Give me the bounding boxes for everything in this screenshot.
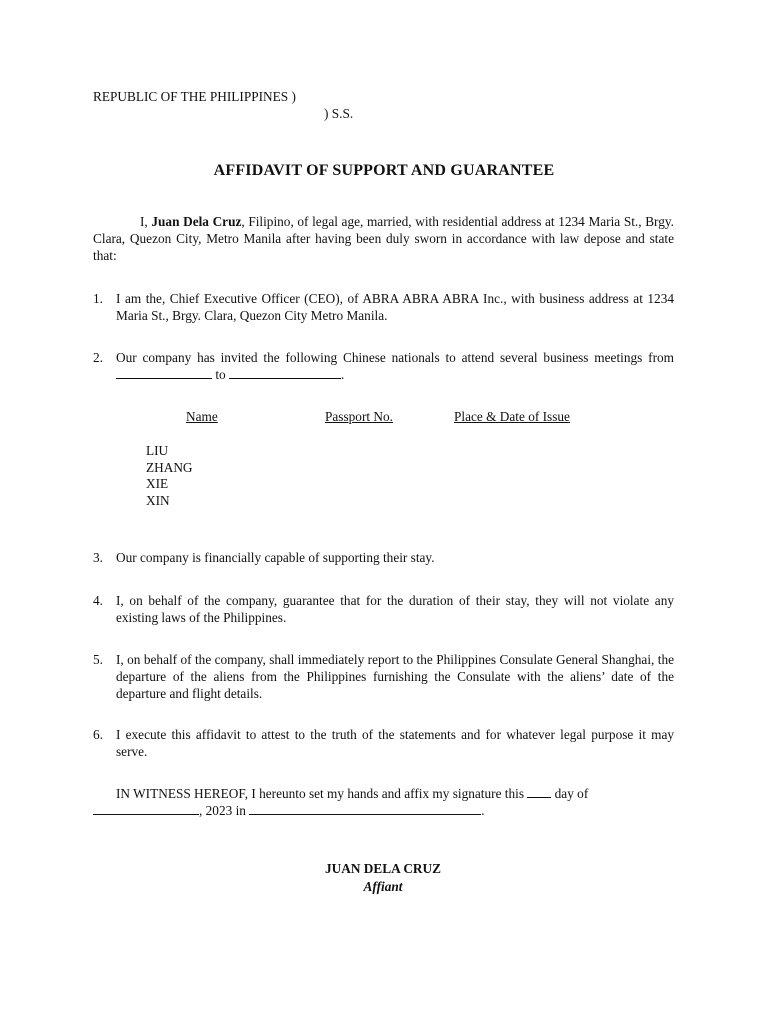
affiant-name: JUAN DELA CRUZ [325, 861, 441, 876]
blank-month[interactable] [93, 802, 199, 815]
list-text: I, on behalf of the company, guarantee that for the duration of their stay, they will not violate any existing laws of the Philippines. [116, 593, 674, 625]
blank-place[interactable] [249, 802, 481, 815]
list-number: 2. [93, 350, 103, 365]
list-number: 5. [93, 652, 103, 667]
intro-rest: , Filipino, of legal age, married, with residential address at 1234 Maria St., Brgy. Clara, Quezon City, Metro Manila after having been duly sworn in accordance with law depose and state that: [93, 214, 675, 263]
list-number: 6. [93, 727, 103, 742]
list-text: I execute this affidavit to attest to the truth of the statements and for whatever legal purpose it may serve. [116, 727, 674, 759]
column-header-place-date: Place & Date of Issue [454, 409, 570, 424]
affiant-name-inline: Juan Dela Cruz [151, 214, 242, 229]
blank-day[interactable] [527, 785, 551, 798]
list-number: 1. [93, 291, 103, 306]
list-item [93, 726, 674, 760]
column-header-passport: Passport No. [325, 409, 393, 424]
list-item [93, 651, 674, 702]
table-row-name: ZHANG [146, 460, 193, 475]
witness-paragraph: IN WITNESS HEREOF, I hereunto set my hands and affix my signature this day of , 2023 in . [93, 785, 674, 819]
table-row-name: XIE [146, 476, 169, 491]
venue-line-country: REPUBLIC OF THE PHILIPPINES ) [93, 89, 296, 104]
blank-date-from[interactable] [116, 366, 212, 379]
document-title: AFFIDAVIT OF SUPPORT AND GUARANTEE [213, 162, 555, 179]
list-item [93, 592, 674, 626]
table-row-name: LIU [146, 443, 169, 458]
affiant-title: Affiant [363, 879, 403, 894]
intro-prefix: I, [140, 214, 152, 229]
list-text: I, on behalf of the company, shall immediately report to the Philippines Consulate General Shanghai, the departure of the aliens from the Philippines furnishing the Consulate with the aliens’ date of the departure and flight details. [116, 652, 674, 701]
list-item [93, 349, 674, 383]
column-header-name: Name [186, 409, 218, 424]
list-number: 4. [93, 593, 103, 608]
list-text: Our company is financially capable of supporting their stay. [116, 550, 435, 565]
venue-line-ss: ) S.S. [324, 106, 354, 121]
list-text: Our company has invited the following Chinese nationals to attend several business meetings from to . [116, 350, 674, 382]
table-row-name: XIN [146, 493, 170, 508]
list-item [93, 290, 674, 324]
intro-paragraph [93, 213, 674, 264]
blank-date-to[interactable] [229, 366, 341, 379]
list-number: 3. [93, 550, 103, 565]
list-item [93, 549, 674, 566]
list-text: I am the, Chief Executive Officer (CEO), of ABRA ABRA ABRA Inc., with business address at 1234 Maria St., Brgy. Clara, Quezon City Metro Manila. [116, 291, 674, 323]
